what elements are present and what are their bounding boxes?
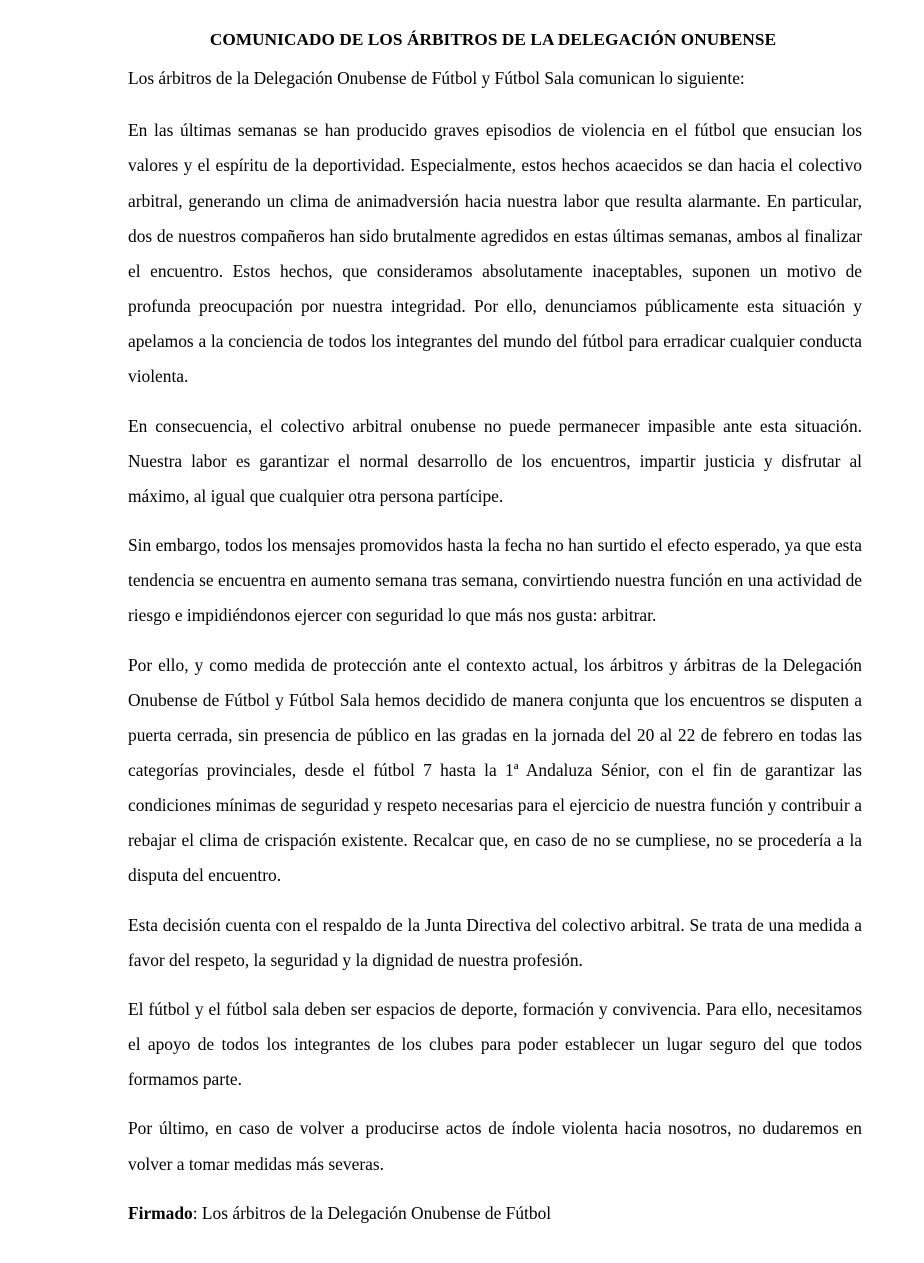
- body-paragraph-4: Por ello, y como medida de protección ante el contexto actual, los árbitros y árbitras de la Delegación Onubense de Fútbol y Fútbol Sala hemos decidido de manera conjunta que los encuentros se disputen a puerta cerrada, sin presencia de público en las gradas en la jornada del 20 al 22 de febrero en todas las categorías provinciales, desde el fútbol 7 hasta la 1ª Andaluza Sénior, con el fin de garantizar las condiciones mínimas de seguridad y respeto necesarias para el ejercicio de nuestra función y contribuir a rebajar el clima de crispación existente. Recalcar que, en caso de no se cumpliese, no se procedería a la disputa del encuentro.: [128, 654, 862, 886]
- document-body: [128, 28, 862, 1231]
- body-paragraph-2: En consecuencia, el colectivo arbitral onubense no puede permanecer impasible ante esta situación. Nuestra labor es garantizar el normal desarrollo de los encuentros, impartir justicia y disfrutar al máximo, al igual que cualquier otra persona partícipe.: [128, 415, 862, 506]
- body-paragraph-3: Sin embargo, todos los mensajes promovidos hasta la fecha no han surtido el efecto esperado, ya que esta tendencia se encuentra en aumento semana tras semana, convirtiendo nuestra función en una actividad de riesgo e impidiéndonos ejercer con seguridad lo que más nos gusta: arbitrar.: [128, 535, 862, 626]
- signature-line: [128, 1196, 862, 1231]
- signature-value: Los árbitros de la Delegación Onubense de Fútbol: [201, 1202, 552, 1223]
- body-paragraph-5: Esta decisión cuenta con el respaldo de la Junta Directiva del colectivo arbitral. Se trata de una medida a favor del respeto, la seguridad y la dignidad de nuestra profesión.: [128, 914, 862, 970]
- page-title: COMUNICADO DE LOS ÁRBITROS DE LA DELEGACIÓN ONUBENSE: [209, 30, 777, 49]
- signature-label: Firmado: [128, 1202, 193, 1223]
- body-paragraph-1: En las últimas semanas se han producido graves episodios de violencia en el fútbol que ensucian los valores y el espíritu de la deportividad. Especialmente, estos hechos acaecidos se dan hacia el colectivo arbitral, generando un clima de animadversión hacia nuestra labor que resulta alarmante. En particular, dos de nuestros compañeros han sido brutalmente agredidos en estas últimas semanas, ambos al finalizar el encuentro. Estos hechos, que consideramos absolutamente inaceptables, suponen un motivo de profunda preocupación por nuestra integridad. Por ello, denunciamos públicamente esta situación y apelamos a la conciencia de todos los integrantes del mundo del fútbol para erradicar cualquier conducta violenta.: [128, 120, 862, 387]
- signature-separator: :: [192, 1202, 202, 1223]
- body-paragraph-7: Por último, en caso de volver a producirse actos de índole violenta hacia nosotros, no dudaremos en volver a tomar medidas más severas.: [128, 1118, 862, 1174]
- body-paragraph-6: El fútbol y el fútbol sala deben ser espacios de deporte, formación y convivencia. Para ello, necesitamos el apoyo de todos los integrantes de los clubes para poder establecer un lugar seguro del que todos formamos parte.: [128, 998, 862, 1090]
- lead-paragraph: Los árbitros de la Delegación Onubense de Fútbol y Fútbol Sala comunican lo siguiente:: [128, 68, 745, 89]
